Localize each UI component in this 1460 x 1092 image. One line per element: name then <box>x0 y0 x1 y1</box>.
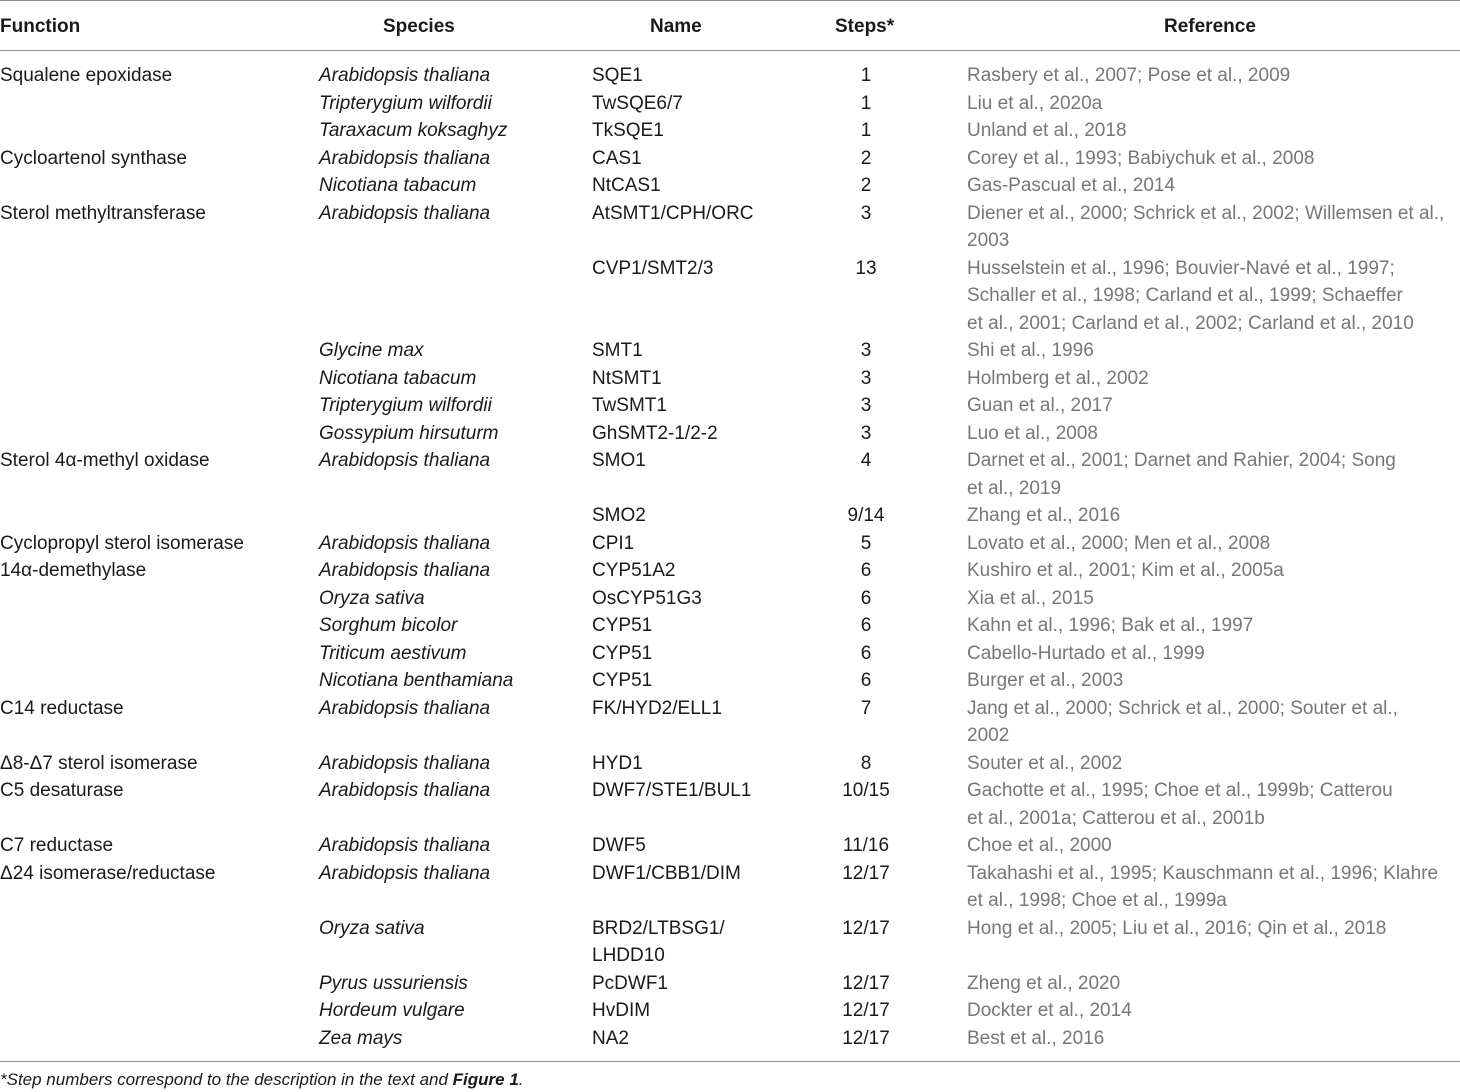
species-cell: Arabidopsis thaliana <box>319 560 491 581</box>
name-cell: OsCYP51G3 <box>592 587 702 609</box>
steps-cell: 6 <box>860 615 872 636</box>
steps-cell: 2 <box>860 175 872 196</box>
steps-cell: 4 <box>860 450 872 471</box>
name-cell: SMT1 <box>592 340 643 361</box>
name-cell: CYP51 <box>592 670 653 691</box>
function-cell: C5 desaturase <box>0 780 124 801</box>
reference-cell: Souter et al., 2002 <box>967 752 1123 774</box>
table-row <box>0 502 1460 530</box>
steps-cell: 3 <box>860 422 872 444</box>
header-name: Name <box>650 16 702 37</box>
name-cell: FK/HYD2/ELL1 <box>592 697 722 719</box>
table-row <box>0 777 1460 832</box>
species-cell: Arabidopsis thaliana <box>319 697 491 719</box>
name-cell: NtSMT1 <box>592 367 662 389</box>
species-cell: Taraxacum koksaghyz <box>319 120 508 141</box>
name-cell: TkSQE1 <box>592 120 664 141</box>
table-row <box>0 392 1460 420</box>
name-cell: CAS1 <box>592 147 642 169</box>
steps-cell: 7 <box>860 697 872 719</box>
name-cell: DWF7/STE1/BUL1 <box>592 780 752 801</box>
table-row <box>0 585 1460 613</box>
steps-cell: 10/15 <box>842 780 890 801</box>
name-cell: HYD1 <box>592 752 643 774</box>
table-row <box>0 365 1460 393</box>
function-cell: Δ24 isomerase/reductase <box>0 862 216 884</box>
table-row <box>0 832 1460 860</box>
species-cell: Arabidopsis thaliana <box>319 532 491 554</box>
reference-cell: Lovato et al., 2000; Men et al., 2008 <box>967 532 1271 554</box>
header-steps: Steps* <box>835 16 895 37</box>
species-cell: Pyrus ussuriensis <box>319 972 468 994</box>
species-cell: Arabidopsis thaliana <box>319 202 491 224</box>
reference-cell: Gas-Pascual et al., 2014 <box>967 175 1176 196</box>
table-row <box>0 997 1460 1025</box>
name-cell: BRD2/LTBSG1/ LHDD10 <box>592 917 725 966</box>
footnote-figure-link[interactable]: Figure 1 <box>452 1070 519 1089</box>
footnote-end: . <box>518 1070 524 1089</box>
steps-cell: 3 <box>860 202 872 224</box>
function-cell: Sterol 4α-methyl oxidase <box>0 450 210 471</box>
reference-cell: Zhang et al., 2016 <box>967 505 1121 526</box>
species-cell: Arabidopsis thaliana <box>319 862 491 884</box>
name-cell: PcDWF1 <box>592 972 668 994</box>
name-cell: CPI1 <box>592 532 635 554</box>
steps-cell: 2 <box>860 147 872 169</box>
header-rule <box>0 50 1460 51</box>
reference-cell: Guan et al., 2017 <box>967 395 1113 416</box>
function-cell: Cycloartenol synthase <box>0 147 187 169</box>
reference-cell: Cabello-Hurtado et al., 1999 <box>967 642 1205 664</box>
table-row <box>0 1025 1460 1053</box>
table-row <box>0 117 1460 145</box>
name-cell: TwSMT1 <box>592 395 667 416</box>
table-row <box>0 860 1460 915</box>
name-cell: CYP51 <box>592 615 653 636</box>
species-cell: Arabidopsis thaliana <box>319 835 491 856</box>
steps-cell: 6 <box>860 587 872 609</box>
header-function: Function <box>0 16 81 37</box>
steps-cell: 3 <box>860 395 872 416</box>
steps-cell: 12/17 <box>842 1000 890 1021</box>
reference-cell: Kushiro et al., 2001; Kim et al., 2005a <box>967 560 1284 581</box>
table-row <box>0 970 1460 998</box>
species-cell: Arabidopsis thaliana <box>319 450 491 471</box>
function-cell: 14α-demethylase <box>0 560 147 581</box>
name-cell: SMO2 <box>592 505 646 526</box>
species-cell: Hordeum vulgare <box>319 1000 465 1021</box>
species-cell: Gossypium hirsuturm <box>319 422 499 444</box>
reference-cell: Kahn et al., 1996; Bak et al., 1997 <box>967 615 1254 636</box>
steps-cell: 6 <box>860 670 872 691</box>
species-cell: Zea mays <box>319 1027 403 1049</box>
steps-cell: 9/14 <box>847 505 885 526</box>
reference-cell: Gachotte et al., 1995; Choe et al., 1999b; Catterou et al., 2001a; Catterou et al., 2001b <box>967 780 1393 829</box>
reference-cell: Diener et al., 2000; Schrick et al., 2002; Willemsen et al., 2003 <box>967 202 1445 251</box>
footnote-text: *Step numbers correspond to the description in the text and <box>0 1070 453 1089</box>
steps-cell: 5 <box>860 532 872 554</box>
reference-cell: Holmberg et al., 2002 <box>967 367 1149 389</box>
steps-cell: 3 <box>860 367 872 389</box>
reference-cell: Takahashi et al., 1995; Kauschmann et al., 1996; Klahre et al., 1998; Choe et al., 1999a <box>967 862 1439 911</box>
name-cell: NA2 <box>592 1027 629 1049</box>
reference-cell: Dockter et al., 2014 <box>967 1000 1132 1021</box>
steps-cell: 12/17 <box>842 917 890 939</box>
name-cell: DWF1/CBB1/DIM <box>592 862 741 884</box>
function-cell: C7 reductase <box>0 835 114 856</box>
function-cell: Δ8-Δ7 sterol isomerase <box>0 752 198 774</box>
steps-cell: 1 <box>860 92 872 114</box>
table-row <box>0 255 1460 338</box>
species-cell: Tripterygium wilfordii <box>319 395 492 416</box>
steps-cell: 6 <box>860 642 872 664</box>
species-cell: Arabidopsis thaliana <box>319 147 491 169</box>
table-row <box>0 447 1460 502</box>
function-cell: C14 reductase <box>0 697 124 719</box>
table-row <box>0 557 1460 585</box>
table-row <box>0 612 1460 640</box>
name-cell: CVP1/SMT2/3 <box>592 257 714 279</box>
table-row <box>0 695 1460 750</box>
reference-cell: Burger et al., 2003 <box>967 670 1124 691</box>
name-cell: DWF5 <box>592 835 646 856</box>
species-cell: Oryza sativa <box>319 917 425 939</box>
name-cell: SQE1 <box>592 65 643 86</box>
table-row <box>0 172 1460 200</box>
species-cell: Nicotiana tabacum <box>319 175 477 196</box>
function-cell: Sterol methyltransferase <box>0 202 206 224</box>
steps-cell: 6 <box>860 560 872 581</box>
table-row <box>0 420 1460 448</box>
steps-cell: 8 <box>860 752 872 774</box>
reference-cell: Zheng et al., 2020 <box>967 972 1121 994</box>
reference-cell: Darnet et al., 2001; Darnet and Rahier, 2004; Song et al., 2019 <box>967 450 1396 499</box>
name-cell: CYP51A2 <box>592 560 676 581</box>
reference-cell: Unland et al., 2018 <box>967 120 1127 141</box>
table-row <box>0 200 1460 255</box>
function-cell: Cyclopropyl sterol isomerase <box>0 532 244 554</box>
reference-cell: Choe et al., 2000 <box>967 835 1112 856</box>
steps-cell: 12/17 <box>842 972 890 994</box>
table-bottom-rule <box>0 1061 1460 1062</box>
reference-cell: Liu et al., 2020a <box>967 92 1103 114</box>
reference-cell: Luo et al., 2008 <box>967 422 1098 444</box>
species-cell: Oryza sativa <box>319 587 425 609</box>
reference-cell: Corey et al., 1993; Babiychuk et al., 2008 <box>967 147 1315 169</box>
name-cell: HvDIM <box>592 1000 651 1021</box>
name-cell: AtSMT1/CPH/ORC <box>592 202 754 224</box>
species-cell: Nicotiana benthamiana <box>319 670 514 691</box>
steps-cell: 1 <box>860 120 872 141</box>
name-cell: GhSMT2-1/2-2 <box>592 422 718 444</box>
name-cell: NtCAS1 <box>592 175 661 196</box>
steps-cell: 11/16 <box>842 835 890 856</box>
species-cell: Arabidopsis thaliana <box>319 65 491 86</box>
table-row <box>0 337 1460 365</box>
reference-cell: Shi et al., 1996 <box>967 340 1094 361</box>
steps-cell: 3 <box>860 340 872 361</box>
table-top-rule <box>0 0 1460 1</box>
table-row <box>0 750 1460 778</box>
reference-cell: Jang et al., 2000; Schrick et al., 2000; Souter et al., 2002 <box>967 697 1398 746</box>
species-cell: Tripterygium wilfordii <box>319 92 492 114</box>
species-cell: Nicotiana tabacum <box>319 367 477 389</box>
reference-cell: Husselstein et al., 1996; Bouvier-Navé et al., 1997; Schaller et al., 1998; Carland et al., 1999; Schaeffer et al., 2001; Carland et al., 2002; Carland et al., 2010 <box>967 257 1414 334</box>
table-footnote <box>0 1068 524 1092</box>
species-cell: Triticum aestivum <box>319 642 467 664</box>
reference-cell: Xia et al., 2015 <box>967 587 1094 609</box>
reference-cell: Rasbery et al., 2007; Pose et al., 2009 <box>967 65 1291 86</box>
table-row <box>0 62 1460 90</box>
reference-cell: Best et al., 2016 <box>967 1027 1105 1049</box>
table-row <box>0 640 1460 668</box>
table-row <box>0 667 1460 695</box>
table-row <box>0 530 1460 558</box>
name-cell: TwSQE6/7 <box>592 92 683 114</box>
species-cell: Arabidopsis thaliana <box>319 752 491 774</box>
species-cell: Glycine max <box>319 340 424 361</box>
table-body <box>0 62 1460 1052</box>
name-cell: CYP51 <box>592 642 653 664</box>
table-row <box>0 145 1460 173</box>
steps-cell: 13 <box>855 257 877 279</box>
name-cell: SMO1 <box>592 450 646 471</box>
table-row <box>0 90 1460 118</box>
table-row <box>0 915 1460 970</box>
steps-cell: 12/17 <box>842 1027 890 1049</box>
reference-cell: Hong et al., 2005; Liu et al., 2016; Qin et al., 2018 <box>967 917 1387 939</box>
function-cell: Squalene epoxidase <box>0 65 173 86</box>
header-species: Species <box>383 16 455 37</box>
header-reference: Reference <box>1164 16 1256 37</box>
species-cell: Arabidopsis thaliana <box>319 780 491 801</box>
steps-cell: 1 <box>860 65 872 86</box>
steps-cell: 12/17 <box>842 862 890 884</box>
species-cell: Sorghum bicolor <box>319 615 458 636</box>
